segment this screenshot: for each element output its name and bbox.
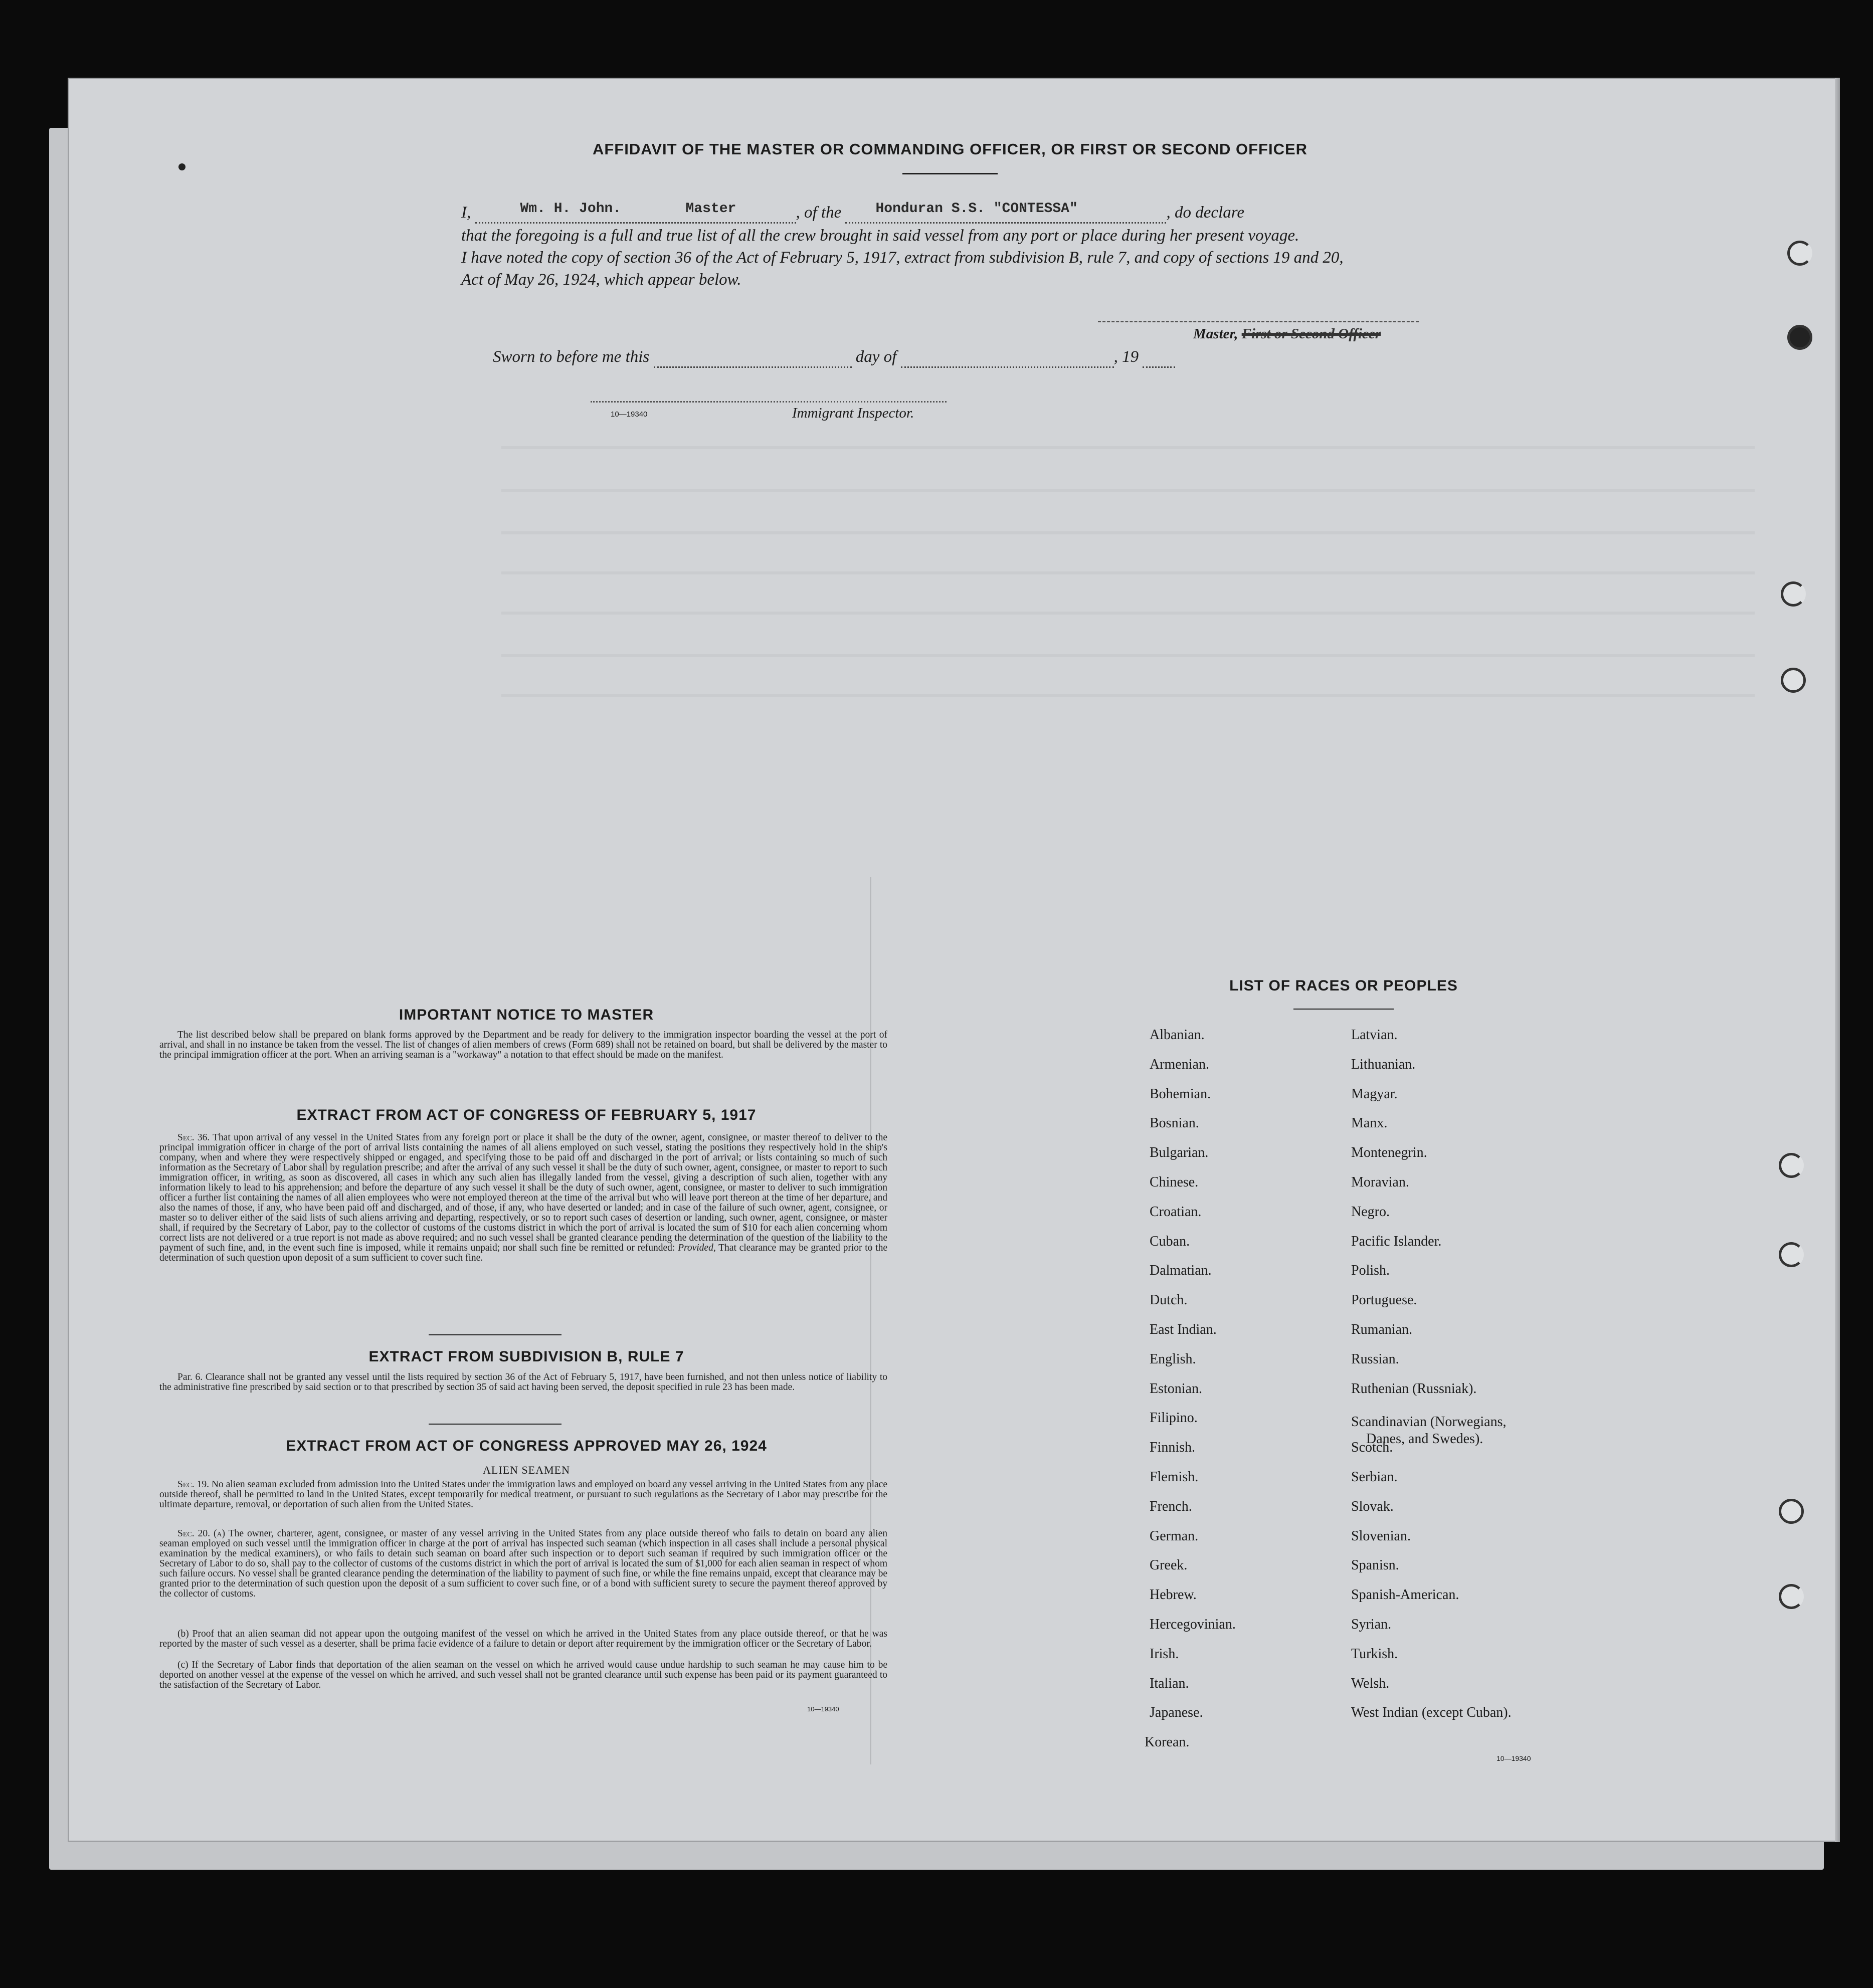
sec-20c-text: (c) If the Secretary of Labor finds that deportation of the alien seaman on the vessel on which he arrived would cause undue hardship to such seaman he may cause him to be deported on another vessel at the expense of the vessel on which he arrived, and such vessel shall not be granted clearance until such expense has been paid or its payment guaranteed to the satisfaction of the Secretary of Labor. [159, 1660, 887, 1690]
punch-hole [1787, 241, 1812, 266]
race-item: Scandinavian (Norwegians, [1351, 1414, 1507, 1430]
section-rule [429, 1424, 561, 1425]
bleed-row [501, 446, 1755, 449]
sec-19-text: Sec. 19. No alien seaman excluded from admission into the United States under the immigration laws and employed on board any vessel arriving in the United States from any place outside thereof, shall be permitted to land in the United States, except temporarily for medical treatment, or pursuant to such regulations as the Secretary of Labor may prescribe for the ultimate departure, removal, or deportation of such alien from the United States. [159, 1479, 887, 1510]
race-item: Montenegrin. [1351, 1145, 1427, 1161]
sworn-day-field [654, 348, 852, 368]
of-the-label: , of the [796, 204, 842, 222]
declare-label: , do declare [1166, 204, 1244, 222]
notice-title: IMPORTANT NOTICE TO MASTER [399, 1007, 654, 1023]
race-item: Spanisn. [1351, 1557, 1399, 1573]
race-item: English. [1150, 1351, 1196, 1367]
act-1924-title: EXTRACT FROM ACT OF CONGRESS APPROVED MAY 26, 1924 [286, 1438, 767, 1454]
race-item: Irish. [1150, 1646, 1179, 1662]
year-label: , 19 [1113, 348, 1139, 366]
race-item: Negro. [1351, 1204, 1390, 1220]
master-name-field [475, 201, 796, 224]
race-item: West Indian (except Cuban). [1351, 1705, 1512, 1721]
race-item: Slovenian. [1351, 1528, 1411, 1544]
race-item: Dutch. [1150, 1292, 1188, 1308]
race-item: Greek. [1150, 1557, 1188, 1573]
race-item: Albanian. [1150, 1027, 1205, 1043]
ink-speck [178, 163, 185, 170]
race-item: Turkish. [1351, 1646, 1398, 1662]
race-item: Rumanian. [1351, 1322, 1413, 1337]
race-item: Chinese. [1150, 1174, 1199, 1190]
title-rule [902, 173, 998, 174]
master-struck-text: First or Second Officer [1241, 326, 1381, 342]
sworn-month-field [901, 348, 1114, 368]
race-item: Portuguese. [1351, 1292, 1417, 1308]
bleed-row [501, 571, 1755, 574]
alien-seamen-subtitle: ALIEN SEAMEN [483, 1464, 570, 1476]
affidavit-line-3: I have noted the copy of section 36 of the Act of February 5, 1917, extract from subdivision B, rule 7, and copy of sections 19 and 20, [461, 249, 1344, 267]
sheet-edge [1835, 78, 1840, 1842]
punch-hole [1779, 1242, 1804, 1267]
races-title: LIST OF RACES OR PEOPLES [1229, 977, 1458, 994]
race-item: French. [1150, 1498, 1192, 1514]
bleed-row [501, 654, 1755, 657]
master-rank: Master [685, 201, 736, 217]
race-item: Finnish. [1150, 1440, 1196, 1456]
race-item: Filipino. [1150, 1410, 1198, 1426]
sec-36-label: Sec. 36. [177, 1132, 210, 1143]
punch-hole [1779, 1499, 1804, 1524]
race-item: Flemish. [1150, 1469, 1199, 1485]
inspector-label: Immigrant Inspector. [792, 405, 914, 421]
race-item: Korean. [1145, 1734, 1190, 1750]
race-item: Spanish-American. [1351, 1587, 1459, 1603]
race-item: Japanese. [1150, 1705, 1203, 1721]
form-number: 10—19340 [807, 1705, 839, 1713]
sworn-label: Sworn to before me this [493, 348, 650, 366]
race-item: Italian. [1150, 1675, 1189, 1691]
act-1917-title: EXTRACT FROM ACT OF CONGRESS OF FEBRUARY 5, 1917 [296, 1107, 757, 1123]
race-item: Lithuanian. [1351, 1056, 1416, 1072]
sec-20a-text: Sec. 20. (a) The owner, charterer, agent, consignee, or master of any vessel arriving in the United States from any place outside thereof who fails to detain on board any alien seaman employed on such vessel until the immigration officer in charge at the port of arrival has inspected such seaman (which inspection in all cases shall include a personal physical examination by the medical examiners), or who fails to detain such seaman on board after such inspection or to deport such seaman if required by such immigration officer or the Secretary of Labor to do so, shall pay to the collector of customs of the customs district in which the port of arrival is located the sum of $1,000 for each alien seaman in respect of whom such failure occurs. No vessel shall be granted clearance pending the determination of the liability to payment of such fine, or while the fine remains unpaid, except that clearance may be granted prior to the determination of such question upon the deposit of a sum sufficient to cover such fine, or of a bond with sufficient surety to secure the payment thereof approved by the collector of customs. [159, 1528, 887, 1599]
race-item: Magyar. [1351, 1086, 1398, 1102]
day-of-label: day of [855, 348, 897, 366]
bleed-row [501, 694, 1755, 697]
race-item: Bulgarian. [1150, 1145, 1209, 1161]
rule-7-title: EXTRACT FROM SUBDIVISION B, RULE 7 [368, 1348, 684, 1365]
bleed-row [501, 612, 1755, 615]
sworn-year-field [1143, 348, 1175, 368]
race-item: Polish. [1351, 1263, 1390, 1279]
race-item: Cuban. [1150, 1233, 1190, 1249]
race-item: German. [1150, 1528, 1199, 1544]
vessel-name: Honduran S.S. "CONTESSA" [875, 201, 1078, 217]
notice-text: The list described below shall be prepared on blank forms approved by the Department and be ready for delivery to the immigration inspector boarding the vessel at the port of arrival, and shall in no instance be taken from the vessel. The list of changes of alien members of crews (Form 689) shall not be retained on board, but shall be delivered by the master to the principal immigration officer at the port. When an arriving seaman is a "workaway" a notation to that effect should be made on the manifest. [159, 1030, 887, 1060]
race-item: East Indian. [1150, 1322, 1217, 1337]
race-item: Danes, and Swedes). [1366, 1431, 1483, 1447]
race-item: Dalmatian. [1150, 1263, 1212, 1279]
punch-hole [1781, 581, 1806, 607]
race-item: Slovak. [1351, 1498, 1394, 1514]
race-item: Estonian. [1150, 1380, 1202, 1397]
race-item: Ruthenian (Russniak). [1351, 1380, 1477, 1397]
inspector-signature-line [591, 401, 947, 403]
race-item: Manx. [1351, 1115, 1388, 1131]
punch-hole [1779, 1153, 1804, 1178]
race-item: Moravian. [1351, 1174, 1409, 1190]
act-1917-text: Sec. 36. That upon arrival of any vessel in the United States from any foreign port or place it shall be the duty of the owner, agent, consignee, or master thereof to deliver to the principal immigration officer in charge of the port of arrival lists containing the names of all aliens employed on such vessel, stating the positions they respectively hold in the ship's company, when and where they were respectively shipped or engaged, and specifying those to be paid off and discharged in the port of arrival; or lists containing so much of such information as the Secretary of Labor shall by regulation prescribe; and after the arrival of any such vessel it shall be the duty of such owner, agent, consignee, or master to report to such immigration officer, in writing, as soon as discovered, all cases in which any such alien has illegally landed from the vessel, giving a description of such alien, together with any information likely to lead to his apprehension; and before the departure of any such vessel it shall be the duty of such owner, agent, consignee, or master to deliver to such immigration officer a further list containing the names of all alien employees who were not employed thereon at the time of the arrival but who will leave port thereon at the time of her departure, and also the names of those, if any, who have been paid off and discharged, and of those, if any, who have deserted or landed; and in case of the failure of such owner, agent, consignee, or master so to deliver either of the said lists of such aliens arriving and departing, respectively, or so to report such cases of desertion or landing, such owner, agent, consignee, or master shall, if required by the Secretary of Labor, pay to the collector of customs of the customs district in which the port of arrival is located the sum of $10 for each alien concerning whom correct lists are not delivered or a true report is not made as above required; and no such vessel shall be granted clearance pending the determination of the question of the liability to the payment of such fine, and, in the event such fine is imposed, while it remains unpaid; nor shall such fine be remitted or refunded: Provided, That clearance may be granted prior to the determination of such question upon deposit of a sum sufficient to cover such fine. [159, 1132, 888, 1263]
race-item: Croatian. [1150, 1204, 1202, 1220]
race-item: Bohemian. [1150, 1086, 1211, 1102]
race-item: Bosnian. [1150, 1115, 1199, 1131]
race-item: Scotch. [1351, 1440, 1393, 1456]
affidavit-line-4: Act of May 26, 1924, which appear below. [461, 271, 741, 289]
race-item: Russian. [1351, 1351, 1399, 1367]
master-signature-line [1098, 321, 1419, 322]
rule-7-text: Par. 6. Clearance shall not be granted any vessel until the lists required by section 36 of the Act of February 5, 1917, have been furnished, and not then unless notice of liability to the administrative fine prescribed by said section or to that prescribed by section 35 of said act having been served, the deposit specified in rule 23 has been made. [159, 1372, 887, 1393]
race-item: Syrian. [1351, 1617, 1392, 1632]
affidavit-line-2: that the foregoing is a full and true list of all the crew brought in said vessel from any port or place during her present voyage. [461, 227, 1299, 245]
punch-hole [1781, 668, 1806, 693]
race-item: Serbian. [1351, 1469, 1398, 1485]
form-number: 10—19340 [611, 410, 648, 419]
affidavit-line-1 [461, 202, 1454, 224]
sworn-line [493, 346, 1485, 368]
section-rule [429, 1334, 561, 1335]
punch-hole [1787, 325, 1812, 350]
bleed-row [501, 489, 1755, 492]
race-item: Hercegovinian. [1150, 1617, 1236, 1632]
master-label: Master, First or Second Officer [1193, 326, 1381, 342]
master-name: Wm. H. John. [520, 201, 622, 217]
punch-hole [1779, 1584, 1804, 1609]
race-item: Pacific Islander. [1351, 1233, 1442, 1249]
races-rule [1293, 1009, 1394, 1010]
affidavit-i: I, [461, 204, 471, 222]
race-item: Latvian. [1351, 1027, 1398, 1043]
bleed-row [501, 531, 1755, 534]
form-number: 10—19340 [1496, 1754, 1531, 1762]
sec-20b-text: (b) Proof that an alien seaman did not appear upon the outgoing manifest of the vessel on which he arrived in the United States from any place outside thereof, or that he was reported by the master of such vessel as a deserter, shall be prima facie evidence of a failure to detain or deport after requirement by the immigration officer or the Secretary of Labor. [159, 1629, 887, 1649]
race-item: Armenian. [1150, 1056, 1209, 1072]
race-item: Hebrew. [1150, 1587, 1197, 1603]
race-item: Welsh. [1351, 1675, 1390, 1691]
vessel-field [845, 201, 1166, 224]
affidavit-title: AFFIDAVIT OF THE MASTER OR COMMANDING OFFICER, OR FIRST OR SECOND OFFICER [592, 140, 1308, 158]
